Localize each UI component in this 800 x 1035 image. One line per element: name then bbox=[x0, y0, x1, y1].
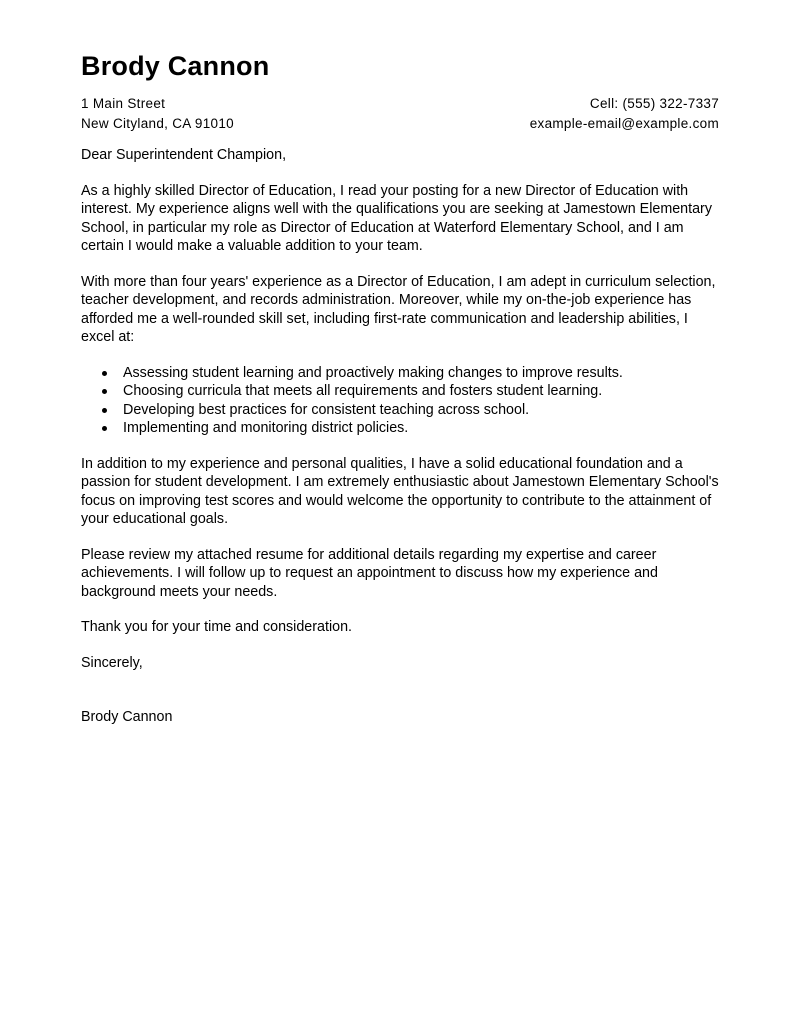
list-item bbox=[81, 382, 719, 401]
applicant-name: Brody Cannon bbox=[81, 51, 270, 81]
skill-text: Choosing curricula that meets all requirements and fosters student learning. bbox=[123, 383, 603, 399]
list-item bbox=[81, 364, 719, 383]
bullet-icon bbox=[102, 389, 107, 394]
contact-row-2 bbox=[81, 114, 719, 134]
paragraph-intro: As a highly skilled Director of Education, I read your posting for a new Director of Education with interest. My experience aligns well with the qualifications you are seeking at Jamestown Elementary School, in particular my role as Director of Education at Waterford Elementary School, and I am certain I would make a valuable addition to your team. bbox=[81, 182, 712, 254]
thanks-line: Thank you for your time and consideration. bbox=[81, 619, 352, 635]
skills-list bbox=[81, 364, 719, 438]
address-line-2: New Cityland, CA 91010 bbox=[81, 116, 234, 131]
closing: Sincerely, bbox=[81, 654, 143, 671]
phone-number: Cell: (555) 322-7337 bbox=[589, 96, 719, 111]
list-item bbox=[81, 401, 719, 420]
bullet-icon bbox=[102, 408, 107, 413]
list-item bbox=[81, 419, 719, 438]
cover-letter-page bbox=[81, 50, 719, 744]
email-address: example-email@example.com bbox=[529, 116, 719, 131]
bullet-icon bbox=[102, 371, 107, 376]
signature: Brody Cannon bbox=[81, 709, 173, 725]
skill-text: Assessing student learning and proactively making changes to improve results. bbox=[123, 364, 623, 381]
contact-row-1 bbox=[81, 94, 719, 114]
skill-text: Implementing and monitoring district policies. bbox=[123, 420, 409, 436]
paragraph-followup: Please review my attached resume for additional details regarding my expertise and career achievements. I will follow up to request an appointment to discuss how my experience and background meets your needs. bbox=[81, 546, 658, 600]
paragraph-experience: With more than four years' experience as a Director of Education, I am adept in curriculum selection, teacher development, and records administration. Moreover, while my on-the-job experience has afforded me a well-rounded skill set, including first-rate communication and leadership abilities, I excel at: bbox=[81, 273, 716, 345]
salutation: Dear Superintendent Champion, bbox=[81, 147, 287, 163]
bullet-icon bbox=[102, 426, 107, 431]
letter-body bbox=[81, 146, 719, 727]
paragraph-qualities: In addition to my experience and personal qualities, I have a solid educational foundation and a passion for student development. I am extremely enthusiastic about Jamestown Elementary School's focus on improving test scores and would welcome the opportunity to contribute to the attainment of your educational goals. bbox=[81, 455, 719, 527]
skill-text: Developing best practices for consistent teaching across school. bbox=[123, 401, 530, 418]
address-line-1: 1 Main Street bbox=[81, 96, 166, 111]
